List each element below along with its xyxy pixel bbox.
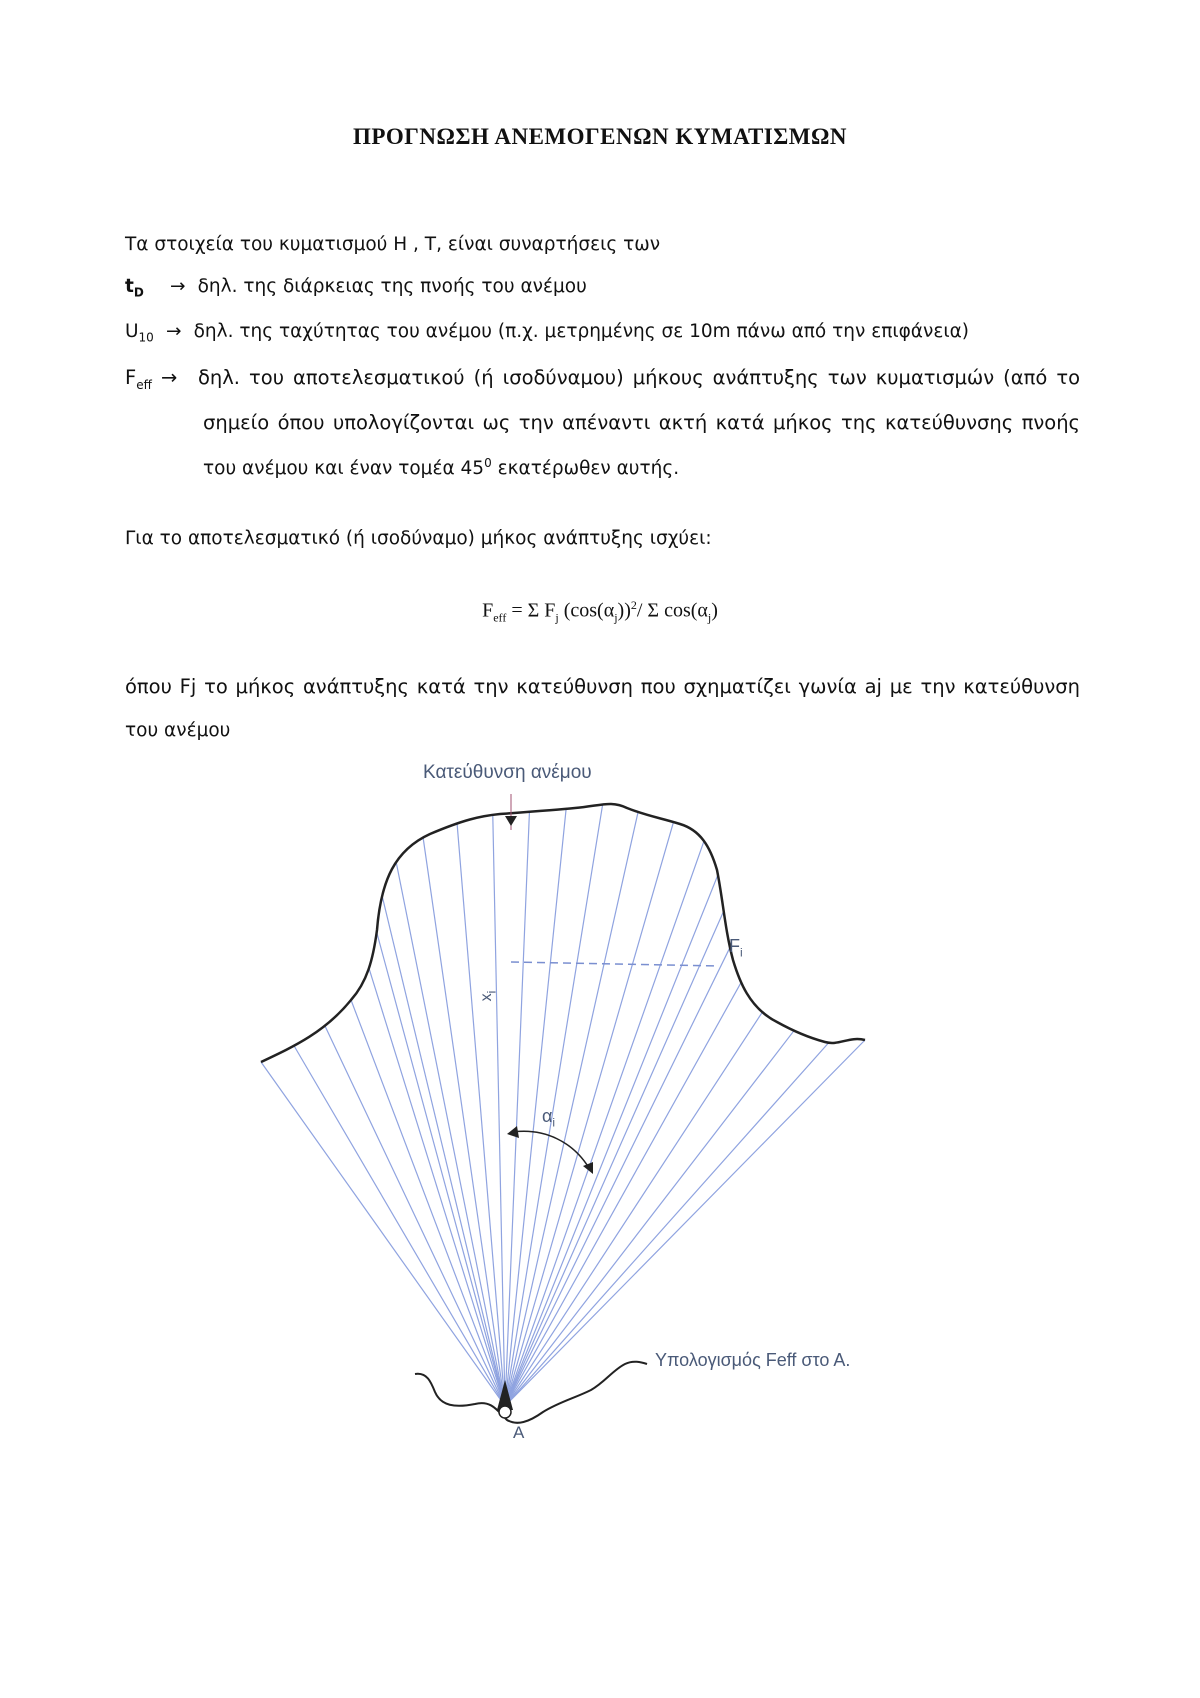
formula-part4: / Σ cos(α: [636, 599, 708, 622]
symbol-f: F: [125, 366, 137, 389]
formula-part1: = Σ F: [506, 599, 556, 622]
fetch-ray: [382, 896, 505, 1406]
formula-sup: 2: [630, 598, 637, 612]
arrow-icon: →: [165, 321, 182, 342]
fi-letter: F: [729, 936, 740, 956]
fetch-ray: [369, 968, 505, 1406]
formula-intro: Για το αποτελεσματικό (ή ισοδύναμο) μήκος ανάπτυξης ισχύει:: [125, 528, 712, 549]
page-title: ΠΡΟΓΝΩΣΗ ΑΝΕΜΟΓΕΝΩΝ ΚΥΜΑΤΙΣΜΩΝ: [352, 124, 848, 149]
fetch-ray: [294, 1046, 505, 1406]
item-fetch-cont2-b: εκατέρωθεν αυτής.: [491, 458, 680, 480]
symbol-u: U: [125, 321, 139, 342]
feff-calc-label: Υπολογισμός Feff στο Α.: [655, 1350, 851, 1370]
item-duration: [125, 276, 587, 300]
explanation-line1: όπου Fj το μήκος ανάπτυξης κατά την κατεύθυνση που σχηματίζει γωνία aj με την κατεύθυνση: [125, 675, 1080, 698]
fetch-ray: [505, 911, 724, 1406]
alpha-arrow-right-icon: [583, 1162, 593, 1174]
wind-direction-label: Κατεύθυνση ανέμου: [423, 762, 592, 783]
arrow-icon: →: [160, 366, 178, 389]
fetch-ray: [505, 812, 638, 1406]
fetch-ray: [261, 1062, 505, 1406]
fetch-ray: [505, 841, 704, 1406]
fetch-ray: [505, 875, 718, 1406]
fetch-rays: [261, 804, 865, 1406]
item-duration-text: δηλ. της διάρκειας της πνοής του ανέμου: [197, 276, 587, 297]
explanation-line2: του ανέμου: [125, 720, 231, 741]
alpha-arc: [513, 1131, 589, 1168]
wind-arrow-icon: [505, 816, 517, 826]
fetch-ray: [505, 1012, 762, 1406]
near-coastline: [415, 1362, 647, 1423]
item-fetch-cont2: [203, 456, 679, 479]
fi-sub: i: [740, 945, 743, 960]
fetch-diagram: [255, 762, 1005, 1442]
alpha-arrow-left-icon: [507, 1126, 519, 1138]
formula-part3: )): [617, 599, 631, 622]
formula-j1: j: [555, 610, 559, 625]
alpha-letter: α: [542, 1106, 553, 1126]
formula-lhs: F: [482, 599, 494, 622]
fetch-ray: [493, 815, 505, 1406]
symbol-t: t: [125, 276, 134, 297]
point-a-label: A: [513, 1423, 525, 1442]
fetch-ray: [505, 812, 529, 1406]
formula-j2: j: [614, 610, 618, 625]
feff-formula: [0, 598, 1200, 626]
alpha-label: [542, 1106, 555, 1130]
item-fetch-cont1: σημείο όπου υπολογίζονται ως την απέναντι ακτή κατά μήκος της κατεύθυνσης πνοής: [203, 411, 1080, 434]
xi-letter: x: [478, 993, 496, 1002]
symbol-t-sub: D: [133, 285, 144, 300]
formula-part2: (cos(α: [558, 599, 615, 622]
item-fetch-text: δηλ. του αποτελεσματικού (ή ισοδύναμου) μήκους ανάπτυξης των κυματισμών (από το: [197, 366, 1081, 389]
formula-lhs-sub: eff: [493, 610, 507, 625]
symbol-f-sub: eff: [136, 377, 152, 392]
fetch-ray: [505, 809, 566, 1406]
fetch-ray: [396, 862, 505, 1406]
xi-sub: i: [484, 990, 499, 994]
arrow-icon: →: [169, 276, 186, 297]
item-fetch: [125, 366, 1080, 392]
degree-sup: 0: [484, 456, 492, 470]
fi-label: [729, 936, 743, 960]
fetch-ray: [351, 1000, 505, 1406]
xi-dashed-line: [511, 962, 719, 966]
item-fetch-cont2-a: του ανέμου και έναν τομέα 45: [203, 458, 485, 480]
fetch-diagram-svg: [255, 770, 1005, 1440]
item-speed: [125, 321, 969, 345]
formula-part5: ): [711, 599, 718, 622]
intro-text: Τα στοιχεία του κυματισμού H , T, είναι συναρτήσεις των: [125, 234, 661, 255]
xi-label: [478, 991, 498, 1002]
formula-j3: j: [707, 610, 712, 625]
point-a-marker: [499, 1406, 511, 1418]
fetch-ray: [505, 982, 741, 1406]
symbol-u-sub: 10: [138, 330, 154, 345]
alpha-sub: i: [552, 1115, 556, 1130]
item-speed-text: δηλ. της ταχύτητας του ανέμου (π.χ. μετρημένης σε 10m πάνω από την επιφάνεια): [193, 321, 969, 342]
